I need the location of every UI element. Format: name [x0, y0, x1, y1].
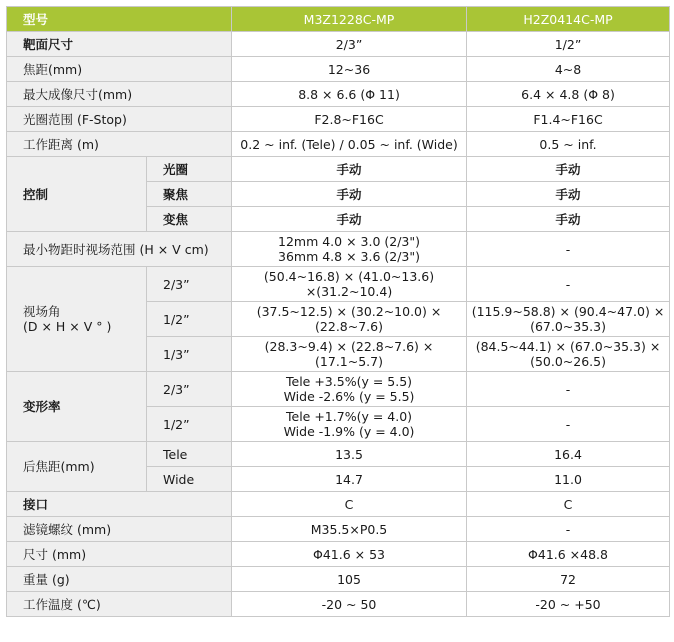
- sub-label: 1/2”: [147, 302, 232, 337]
- row-label: 滤镜螺纹 (mm): [7, 517, 232, 542]
- value-b-line1: (84.5~44.1) × (67.0~35.3) ×: [475, 339, 661, 354]
- distortion-label: 变形率: [7, 372, 147, 442]
- header-row: [7, 7, 670, 32]
- value-a: [232, 372, 467, 407]
- value-b: -: [467, 232, 670, 267]
- value-a: [232, 267, 467, 302]
- value-a-line2: Wide -2.6% (y = 5.5): [283, 389, 415, 404]
- value-b: 0.5 ~ inf.: [467, 132, 670, 157]
- table-row: [7, 132, 670, 157]
- table-row: [7, 542, 670, 567]
- value-a: 12~36: [232, 57, 467, 82]
- value-a: 0.2 ~ inf. (Tele) / 0.05 ~ inf. (Wide): [232, 132, 467, 157]
- row-label: 接口: [7, 492, 232, 517]
- value-a: [232, 407, 467, 442]
- value-a-line2: (22.8~7.6): [315, 319, 383, 334]
- back-focal-label: 后焦距(mm): [7, 442, 147, 492]
- value-b: 11.0: [467, 467, 670, 492]
- value-b-line2: (67.0~35.3): [530, 319, 606, 334]
- row-label: 光圈范围 (F-Stop): [7, 107, 232, 132]
- table-row: [7, 57, 670, 82]
- value-a-line1: (37.5~12.5) × (30.2~10.0) ×: [256, 304, 442, 319]
- value-a: 14.7: [232, 467, 467, 492]
- value-a: 105: [232, 567, 467, 592]
- value-a: 手动: [232, 207, 467, 232]
- view-angle-label-line2: (D × H × V ° ): [23, 319, 112, 334]
- sub-label: 变焦: [147, 207, 232, 232]
- table-row: [7, 592, 670, 617]
- view-angle-label-line1: 视场角: [23, 304, 61, 319]
- spec-table: [6, 6, 670, 617]
- value-b: -: [467, 517, 670, 542]
- table-row: [7, 157, 670, 182]
- value-a-line1: Tele +3.5%(y = 5.5): [286, 374, 413, 389]
- value-b: 4~8: [467, 57, 670, 82]
- value-a: F2.8~F16C: [232, 107, 467, 132]
- value-a: -20 ~ 50: [232, 592, 467, 617]
- value-a: M35.5×P0.5: [232, 517, 467, 542]
- row-label: 靶面尺寸: [7, 32, 232, 57]
- value-b: 手动: [467, 157, 670, 182]
- table-row: [7, 32, 670, 57]
- value-a-line1: Tele +1.7%(y = 4.0): [286, 409, 413, 424]
- sub-label: 2/3”: [147, 267, 232, 302]
- sub-label: Tele: [147, 442, 232, 467]
- value-b: 16.4: [467, 442, 670, 467]
- header-label: 型号: [7, 7, 232, 32]
- control-label: 控制: [7, 157, 147, 232]
- table-row: [7, 107, 670, 132]
- value-a: Φ41.6 × 53: [232, 542, 467, 567]
- row-label: 最小物距时视场范围 (H × V cm): [7, 232, 232, 267]
- value-b: 手动: [467, 207, 670, 232]
- table-row: [7, 442, 670, 467]
- sub-label: Wide: [147, 467, 232, 492]
- value-b-line1: (115.9~58.8) × (90.4~47.0) ×: [471, 304, 665, 319]
- value-a: 8.8 × 6.6 (Φ 11): [232, 82, 467, 107]
- value-b: C: [467, 492, 670, 517]
- value-b: [467, 337, 670, 372]
- value-a-line1: (50.4~16.8) × (41.0~13.6): [263, 269, 435, 284]
- row-label: 重量 (g): [7, 567, 232, 592]
- row-label: 工作温度 (℃): [7, 592, 232, 617]
- header-model-b: H2Z0414C-MP: [467, 7, 670, 32]
- value-a: [232, 302, 467, 337]
- value-b: -: [467, 407, 670, 442]
- value-b: 6.4 × 4.8 (Φ 8): [467, 82, 670, 107]
- table-row: [7, 372, 670, 407]
- sub-label: 1/3”: [147, 337, 232, 372]
- value-b: -20 ~ +50: [467, 592, 670, 617]
- value-b: F1.4~F16C: [467, 107, 670, 132]
- value-a: [232, 337, 467, 372]
- table-row: [7, 492, 670, 517]
- sub-label: 1/2”: [147, 407, 232, 442]
- table-row: [7, 232, 670, 267]
- value-a: 13.5: [232, 442, 467, 467]
- value-b: 1/2”: [467, 32, 670, 57]
- value-a-line2: 36mm 4.8 × 3.6 (2/3"): [278, 249, 421, 264]
- value-a-line1: (28.3~9.4) × (22.8~7.6) ×: [264, 339, 434, 354]
- value-a-line1: 12mm 4.0 × 3.0 (2/3"): [278, 234, 421, 249]
- row-label: 最大成像尺寸(mm): [7, 82, 232, 107]
- row-label: 尺寸 (mm): [7, 542, 232, 567]
- value-b: [467, 267, 670, 302]
- value-b: [467, 302, 670, 337]
- header-model-a: M3Z1228C-MP: [232, 7, 467, 32]
- value-a: C: [232, 492, 467, 517]
- table-row: [7, 517, 670, 542]
- table-row: [7, 82, 670, 107]
- value-b: 手动: [467, 182, 670, 207]
- sub-label: 2/3”: [147, 372, 232, 407]
- value-b-line2: (50.0~26.5): [530, 354, 606, 369]
- view-angle-label: [7, 267, 147, 372]
- value-a-line2: Wide -1.9% (y = 4.0): [283, 424, 415, 439]
- value-a: 手动: [232, 182, 467, 207]
- row-label: 工作距离 (m): [7, 132, 232, 157]
- value-b: -: [467, 372, 670, 407]
- value-a: [232, 232, 467, 267]
- value-b: 72: [467, 567, 670, 592]
- sub-label: 光圈: [147, 157, 232, 182]
- value-a-line2: (17.1~5.7): [315, 354, 383, 369]
- value-a: 手动: [232, 157, 467, 182]
- row-label: 焦距(mm): [7, 57, 232, 82]
- table-row: [7, 267, 670, 302]
- sub-label: 聚焦: [147, 182, 232, 207]
- value-b-line1: -: [565, 276, 571, 292]
- value-a-line2: ×(31.2~10.4): [305, 284, 393, 299]
- value-b: Φ41.6 ×48.8: [467, 542, 670, 567]
- table-row: [7, 567, 670, 592]
- value-a: 2/3”: [232, 32, 467, 57]
